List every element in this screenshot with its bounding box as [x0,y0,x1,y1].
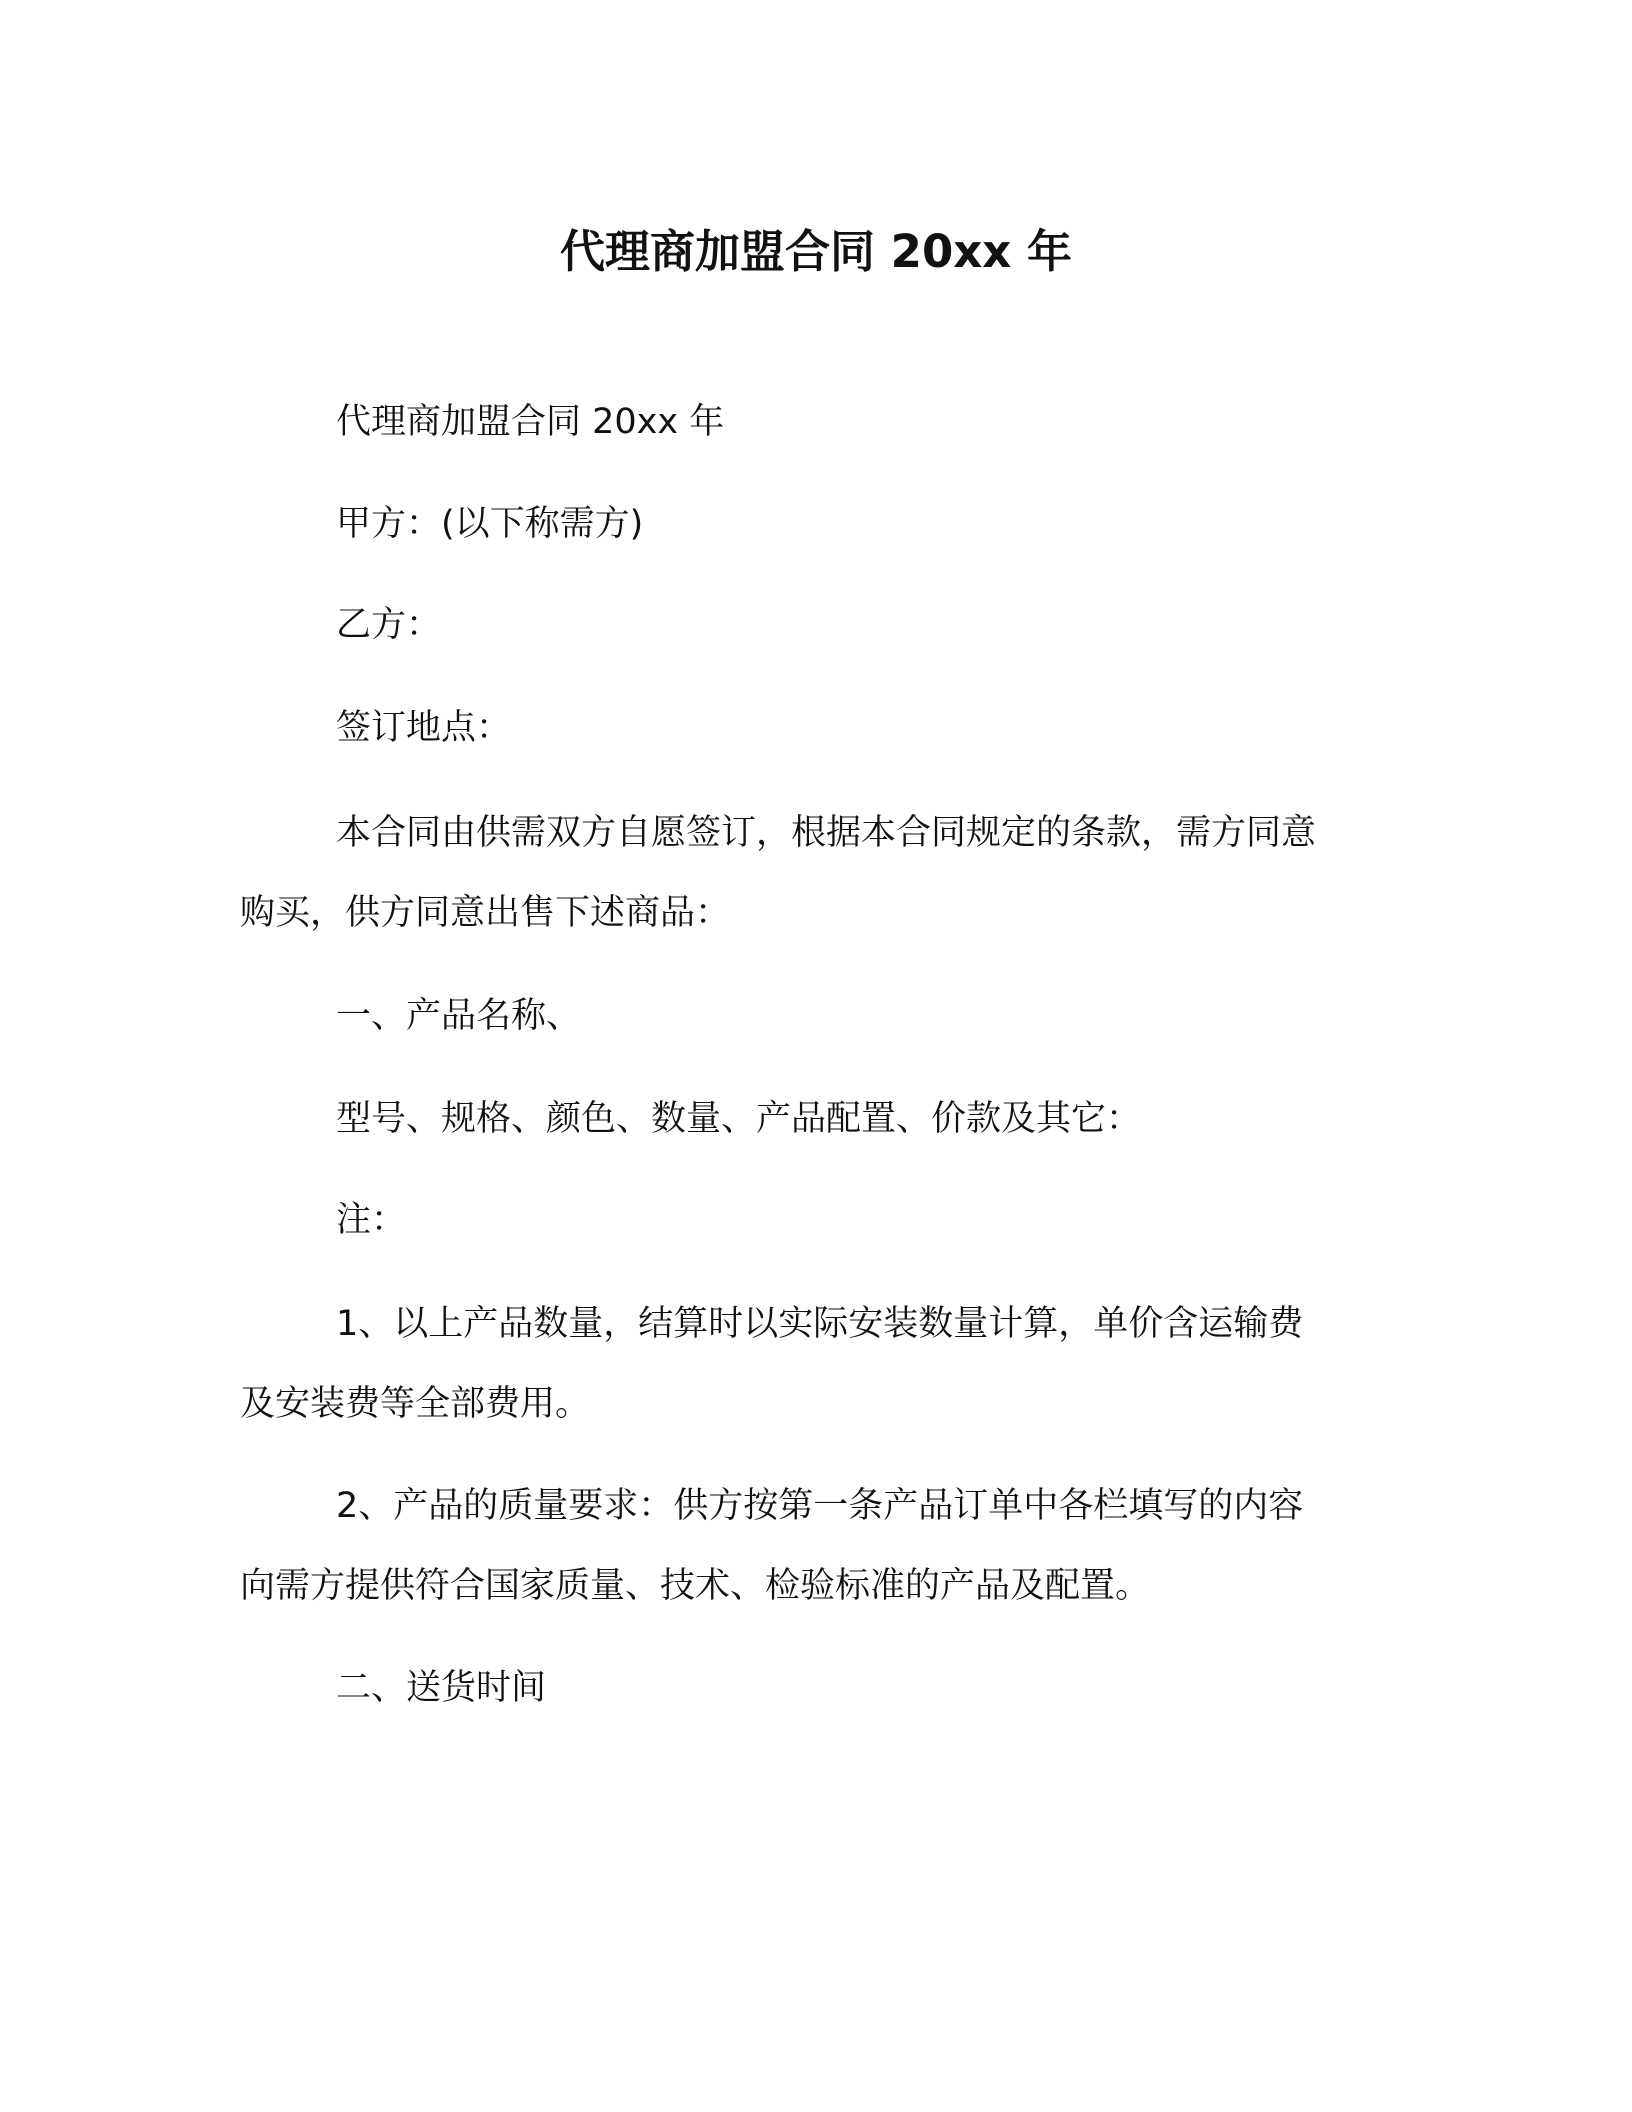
paragraph-signing-location [240,688,1380,768]
paragraph-note-1 [240,1284,1380,1444]
paragraph-party-b [240,585,1380,665]
paragraph-note-2 [240,1466,1380,1626]
paragraph-line: 1、以上产品数量，结算时以实际安装数量计算，单价含运输费 [336,1304,1304,1344]
paragraph-line: 本合同由供需双方自愿签订，根据本合同规定的条款，需方同意 [336,813,1317,853]
paragraph-line: 及安装费等全部费用。 [240,1384,591,1424]
paragraph-line: 购买，供方同意出售下述商品： [240,893,731,933]
paragraph-note-label [240,1180,1380,1260]
paragraph-specs [240,1079,1380,1159]
paragraph-line: 一、产品名称、 [336,996,582,1036]
paragraph-line: 型号、规格、颜色、数量、产品配置、价款及其它： [336,1099,1142,1139]
paragraph-line: 2、产品的质量要求：供方按第一条产品订单中各栏填写的内容 [336,1486,1304,1526]
paragraph-line: 代理商加盟合同 20xx 年 [336,402,725,442]
paragraph-heading [240,382,1380,462]
document-title: 代理商加盟合同 20xx 年 [559,225,1072,278]
paragraph-line: 向需方提供符合国家质量、技术、检验标准的产品及配置。 [240,1566,1151,1606]
paragraph-line: 甲方：(以下称需方) [336,504,644,544]
section-1-heading [240,976,1380,1056]
paragraph-line: 注： [336,1200,407,1240]
paragraph-line: 乙方： [336,605,442,645]
paragraph-intro [240,793,1380,953]
paragraph-party-a [240,484,1380,564]
paragraph-line: 二、送货时间 [336,1668,547,1708]
section-2-heading [240,1648,1380,1728]
paragraph-line: 签订地点： [336,708,512,748]
